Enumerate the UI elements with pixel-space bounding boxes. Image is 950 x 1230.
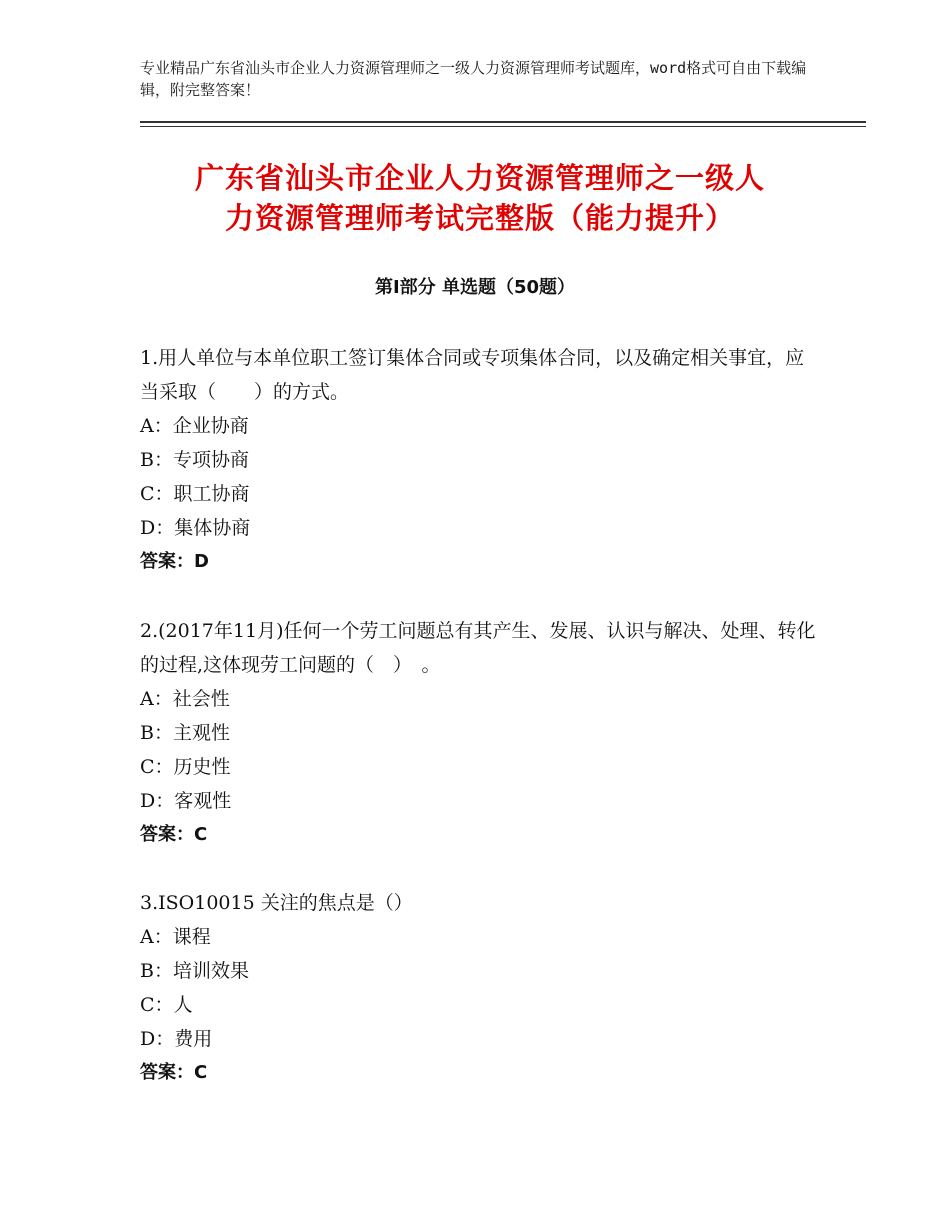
question-stem: 2.(2017年11月)任何一个劳工问题总有其产生、发展、认识与解决、处理、转化的过程,这体现劳工问题的（ ） 。 xyxy=(140,620,816,676)
option-a: A：课程 xyxy=(140,926,211,948)
option-b: B：专项协商 xyxy=(140,449,249,471)
option-b: B：培训效果 xyxy=(140,960,249,982)
option-d: D：客观性 xyxy=(140,790,232,812)
header-divider-thin xyxy=(140,126,866,127)
question-block-1 xyxy=(140,341,820,579)
option-a: A：社会性 xyxy=(140,688,230,710)
option-b: B：主观性 xyxy=(140,722,230,744)
answer-line: 答案：C xyxy=(140,824,208,845)
header-note: 专业精品广东省汕头市企业人力资源管理师之一级人力资源管理师考试题库，word格式可自由下载编辑，附完整答案！ xyxy=(140,59,807,99)
question-block-3 xyxy=(140,886,820,1090)
question-stem: 3.ISO10015 关注的焦点是（） xyxy=(140,892,413,914)
option-a: A：企业协商 xyxy=(140,415,249,437)
option-d: D：费用 xyxy=(140,1028,213,1050)
answer-line: 答案：C xyxy=(140,1062,208,1083)
question-block-2 xyxy=(140,614,820,852)
header-divider-thick xyxy=(140,121,866,123)
option-c: C：历史性 xyxy=(140,756,231,778)
document-title xyxy=(100,158,860,238)
option-c: C：人 xyxy=(140,994,193,1016)
answer-line: 答案：D xyxy=(140,551,209,572)
document-title-line2: 力资源管理师考试完整版（能力提升） xyxy=(224,201,735,235)
section-heading: 第Ⅰ部分 单选题（50题） xyxy=(374,277,575,298)
question-stem: 1.用人单位与本单位职工签订集体合同或专项集体合同，以及确定相关事宜，应当采取（ ）的方式。 xyxy=(140,347,805,403)
option-d: D：集体协商 xyxy=(140,517,251,539)
document-title-line1: 广东省汕头市企业人力资源管理师之一级人 xyxy=(194,161,765,195)
option-c: C：职工协商 xyxy=(140,483,250,505)
